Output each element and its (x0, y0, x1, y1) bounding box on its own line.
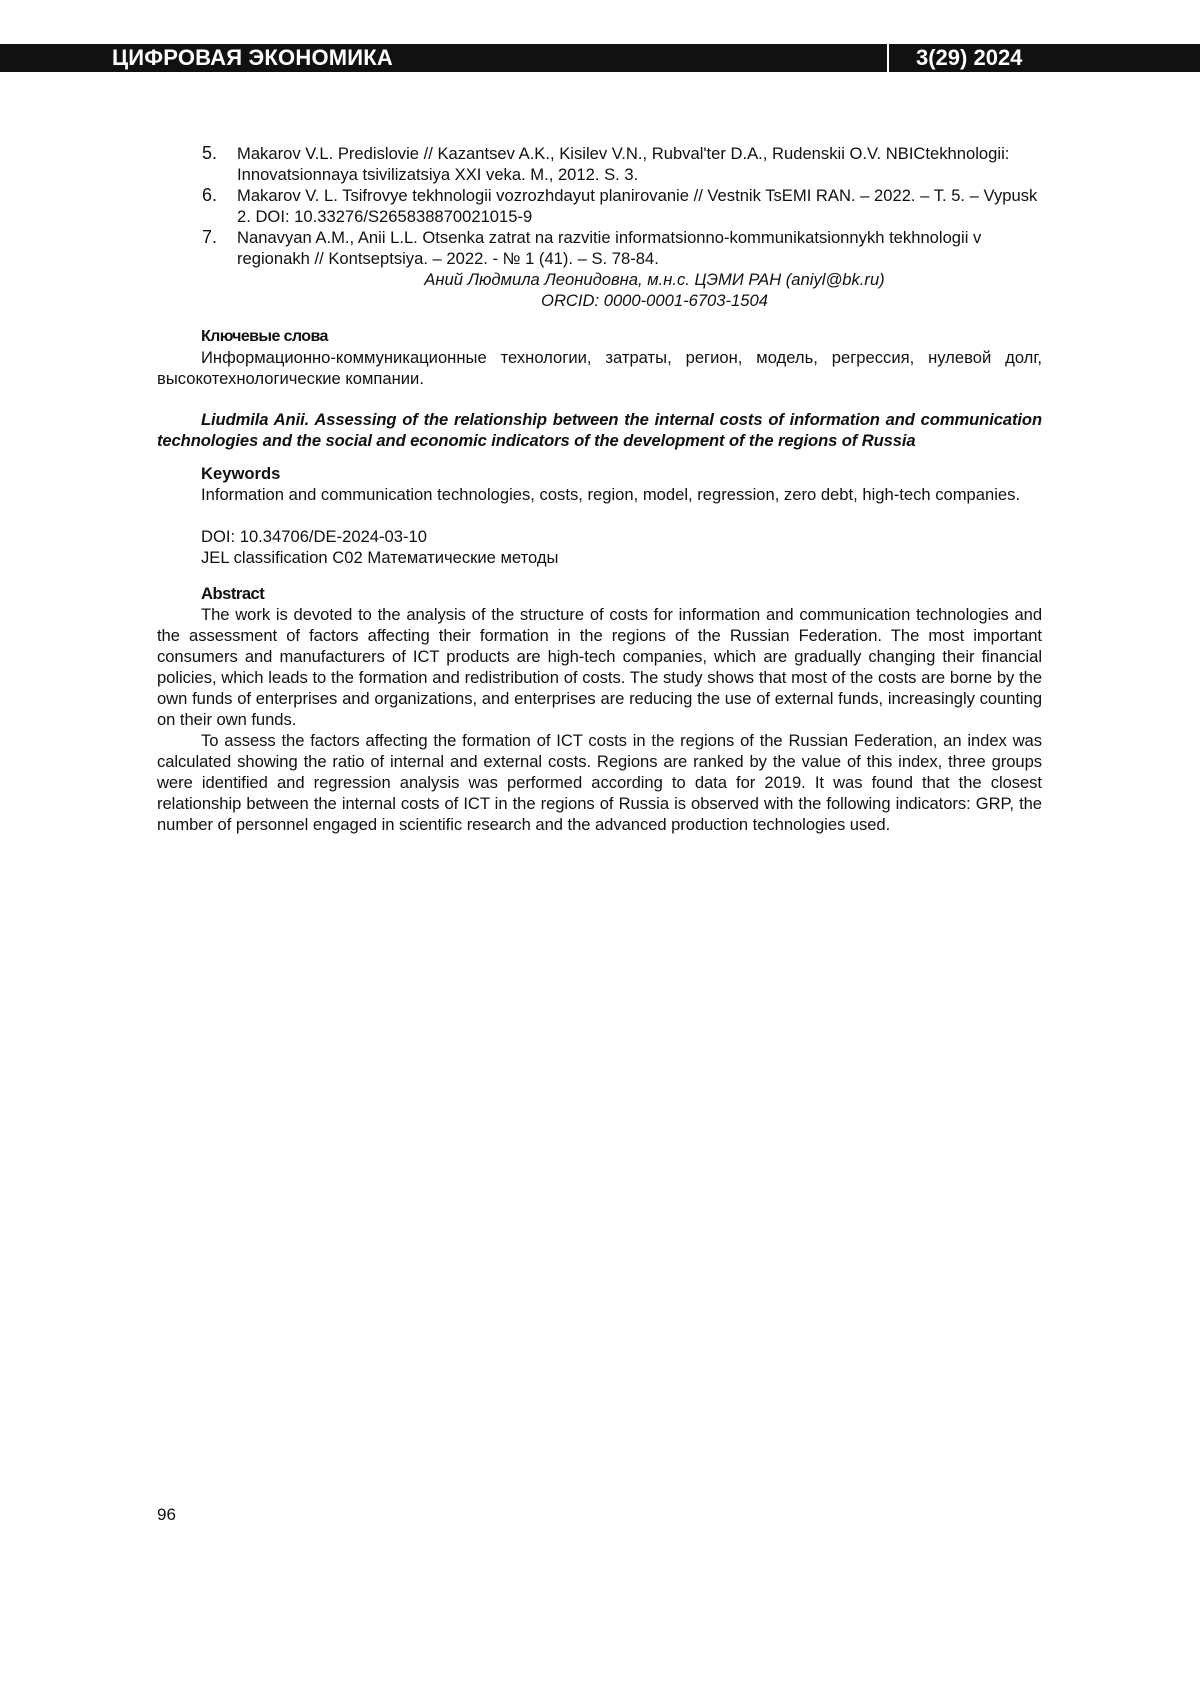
doi-line: DOI: 10.34706/DE-2024-03-10 (201, 527, 428, 546)
header-divider (887, 44, 889, 72)
english-article-title: Liudmila Anii. Assessing of the relationship between the internal costs of information and communication technologies and the social and economic indicators of the development of the regions of Russia (157, 410, 1042, 450)
reference-number: 5. (202, 143, 218, 163)
reference-text: Makarov V. L. Tsifrovye tekhnologii vozrozhdayut planirovanie // Vestnik TsEMI RAN. – 2022. – T. 5. – Vypusk 2. DOI: 10.33276/S265838870021015-9 (237, 186, 1038, 226)
keywords-en-heading: Keywords (201, 464, 281, 483)
page-content (157, 143, 1042, 835)
reference-text: Makarov V.L. Predislovie // Kazantsev A.K., Kisilev V.N., Rubval'ter D.A., Rudenskii O.V. NBICtekhnologii: Innovatsionnaya tsivilizatsiya XXI veka. M., 2012. S. 3. (237, 144, 1010, 184)
reference-number: 7. (202, 227, 218, 247)
reference-item (157, 143, 1042, 185)
keywords-ru-heading: Ключевые слова (201, 328, 328, 345)
journal-issue: 3(29) 2024 (916, 45, 1023, 70)
reference-item (157, 185, 1042, 227)
abstract-paragraph: To assess the factors affecting the formation of ICT costs in the regions of the Russian Federation, an index was calculated showing the ratio of internal and external costs. Regions are ranked by the value of this index, three groups were identified and regression analysis was performed according to data for 2019. It was found that the closest relationship between the internal costs of ICT in the regions of Russia is observed with the following indicators: GRP, the number of personnel engaged in scientific research and the advanced production technologies used. (157, 731, 1042, 834)
abstract-section (157, 583, 1042, 835)
reference-number: 6. (202, 185, 218, 205)
reference-list (157, 143, 1042, 269)
author-orcid: ORCID: 0000-0001-6703-1504 (541, 291, 768, 310)
author-affiliation: Аний Людмила Леонидовна, м.н.с. ЦЭМИ РАН (aniyl@bk.ru) (424, 270, 885, 289)
reference-item (157, 227, 1042, 269)
keywords-ru-text: Информационно-коммуникационные технологии, затраты, регион, модель, регрессия, нулевой долг, высокотехнологические компании. (157, 348, 1042, 388)
keywords-en-text: Information and communication technologies, costs, region, model, regression, zero debt, high-tech companies. (201, 485, 1021, 504)
abstract-heading: Abstract (201, 584, 265, 603)
identifiers-block (157, 526, 1042, 568)
page-number: 96 (157, 1505, 176, 1524)
journal-title: ЦИФРОВАЯ ЭКОНОМИКА (112, 45, 394, 70)
jel-line: JEL classification C02 Математические методы (201, 548, 559, 567)
reference-text: Nanavyan A.M., Anii L.L. Otsenka zatrat na razvitie informatsionno-kommunikatsionnykh tekhnologii v regionakh // Kontseptsiya. – 2022. - № 1 (41). – S. 78-84. (237, 228, 982, 268)
abstract-paragraph: The work is devoted to the analysis of the structure of costs for information and communication technologies and the assessment of factors affecting their formation in the regions of the Russian Federation. The most important consumers and manufacturers of ICT products are high-tech companies, which are gradually changing their financial policies, which leads to the formation and redistribution of costs. The study shows that most of the costs are borne by the own funds of enterprises and organizations, and enterprises are reducing the use of external funds, increasingly counting on their own funds. (157, 605, 1042, 729)
